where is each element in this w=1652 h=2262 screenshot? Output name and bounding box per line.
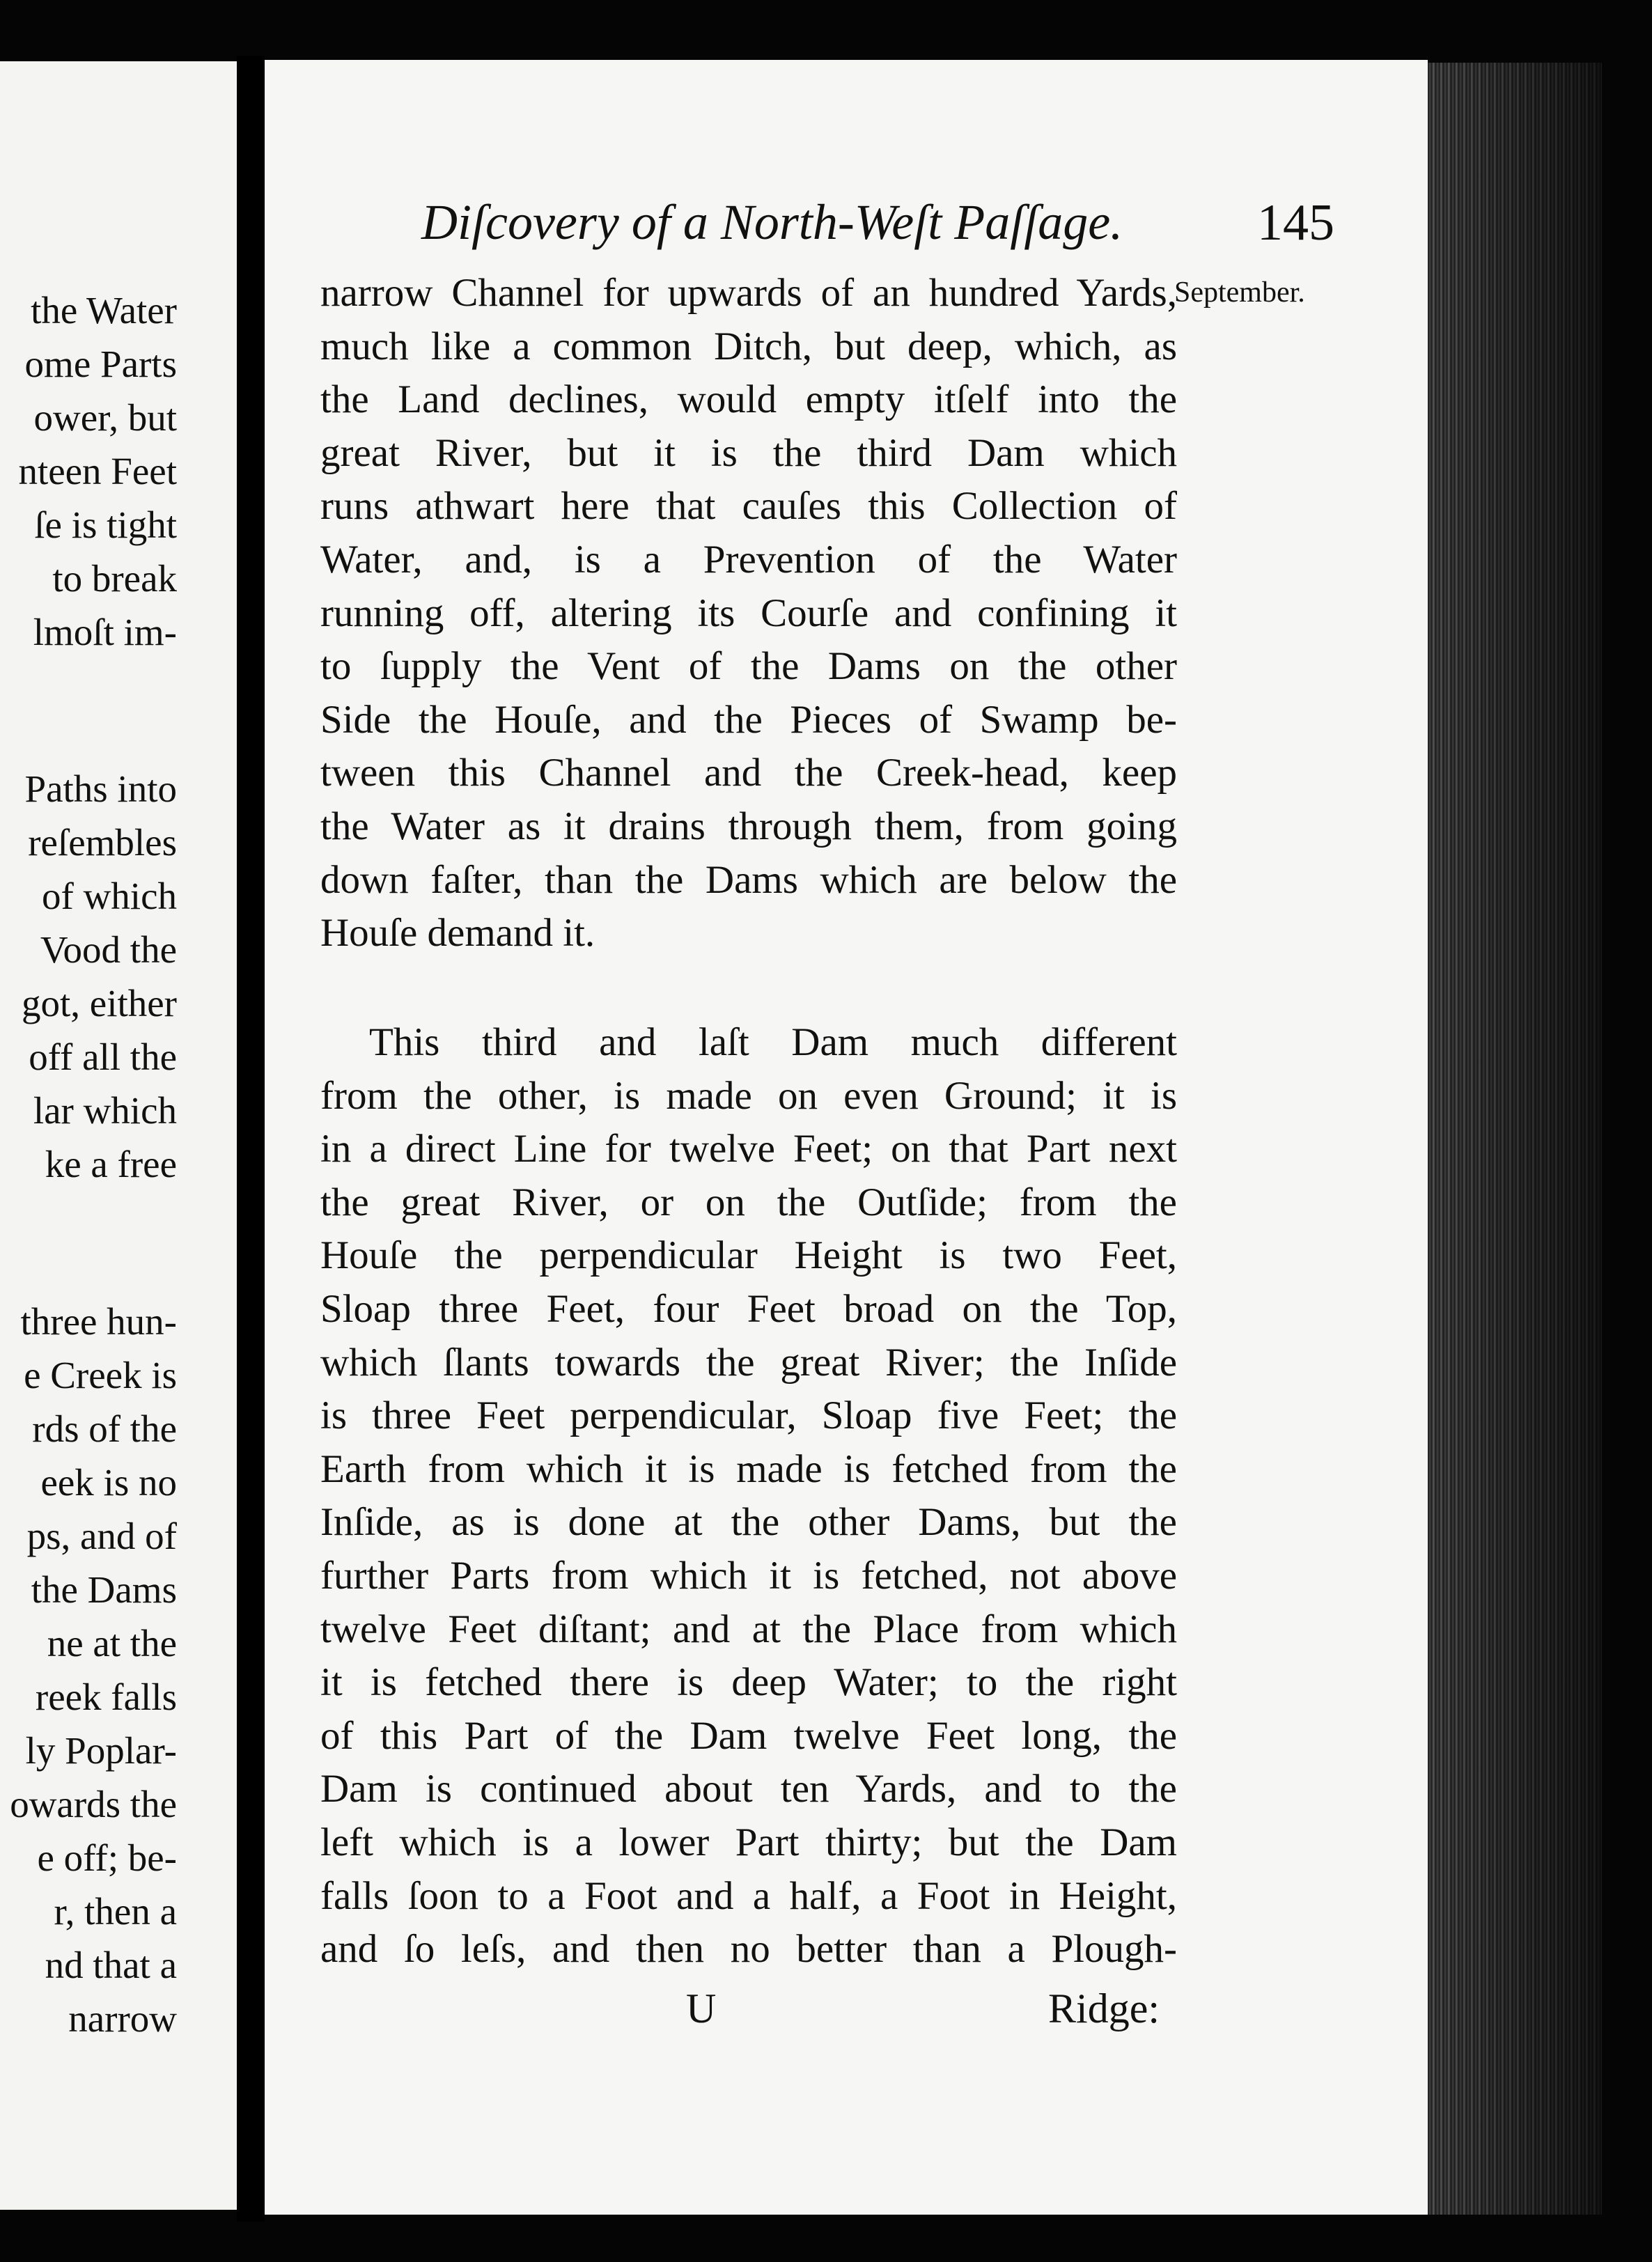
running-title: Diſcovery of a North-Weſt Paſſage. <box>421 194 1123 250</box>
text-line: twelve Feet diſtant; and at the Place from which <box>320 1607 1177 1651</box>
left-page-line: to break <box>52 557 177 600</box>
text-line: Dam is continued about ten Yards, and to the <box>320 1767 1177 1811</box>
left-page-line: lar which <box>33 1089 177 1132</box>
text-line: which ſlants towards the great River; the Inſide <box>320 1341 1177 1384</box>
text-line: further Parts from which it is fetched, not above <box>320 1554 1177 1598</box>
text-line: much like a common Ditch, but deep, which, as <box>320 325 1177 368</box>
catchword: Ridge: <box>1048 1986 1160 2031</box>
left-page-line: rds of the <box>32 1407 177 1450</box>
left-page-line: ſe is tight <box>34 504 177 546</box>
left-page-line: off all the <box>29 1036 177 1078</box>
text-line: the great River, or on the Outſide; from the <box>320 1180 1177 1224</box>
left-page-line: got, either <box>22 982 177 1024</box>
left-page-line: lmoſt im- <box>33 611 177 653</box>
text-line: Houſe demand it. <box>320 911 595 955</box>
text-line: Sloap three Feet, four Feet broad on the Top, <box>320 1287 1177 1331</box>
page-edge-block <box>1428 63 1602 2215</box>
text-line: down faſter, than the Dams which are below the <box>320 858 1177 902</box>
text-line: to ſupply the Vent of the Dams on the other <box>320 644 1177 688</box>
text-line: left which is a lower Part thirty; but the Dam <box>320 1820 1177 1864</box>
text-line: Houſe the perpendicular Height is two Feet, <box>320 1233 1177 1277</box>
text-line: it is fetched there is deep Water; to the right <box>320 1660 1177 1704</box>
text-line: of this Part of the Dam twelve Feet long, the <box>320 1714 1177 1758</box>
text-line: Water, and, is a Prevention of the Water <box>320 538 1177 582</box>
text-line: narrow Channel for upwards of an hundred Yards, <box>320 271 1177 315</box>
left-page-line: narrow <box>68 1997 177 2040</box>
left-page-line: ly Poplar- <box>25 1729 177 1772</box>
left-page-line: the Water <box>31 289 177 332</box>
left-page-line: nteen Feet <box>18 450 177 492</box>
book-gutter <box>237 56 265 2222</box>
left-page-line: of which <box>42 875 177 917</box>
left-page-fragment <box>0 61 237 2210</box>
text-line: Inſide, as is done at the other Dams, but the <box>320 1500 1177 1544</box>
text-line: tween this Channel and the Creek-head, keep <box>320 751 1177 795</box>
left-page-line: e Creek is <box>24 1354 177 1396</box>
text-line: in a direct Line for twelve Feet; on that Part next <box>320 1127 1177 1171</box>
text-line: falls ſoon to a Foot and a half, a Foot in Height, <box>320 1874 1177 1918</box>
text-line: runs athwart here that cauſes this Collection of <box>320 484 1177 528</box>
signature-mark: U <box>686 1986 717 2031</box>
left-page-line: Paths into <box>24 767 177 810</box>
left-page-line: eek is no <box>40 1461 177 1504</box>
text-line: This third and laſt Dam much different <box>369 1020 1177 1064</box>
left-page-line: reek falls <box>35 1676 177 1718</box>
margin-note: September. <box>1174 276 1305 309</box>
text-line: great River, but it is the third Dam which <box>320 431 1177 475</box>
left-page-line: nd that a <box>45 1944 177 1986</box>
left-page-line: ps, and of <box>26 1515 177 1557</box>
text-line: running off, altering its Courſe and confining it <box>320 591 1177 635</box>
text-line: Side the Houſe, and the Pieces of Swamp be- <box>320 698 1177 742</box>
left-page-line: ke a free <box>45 1143 177 1185</box>
left-page-line: three hun- <box>20 1300 177 1343</box>
left-page-line: Vood the <box>40 928 177 971</box>
text-line: the Land declines, would empty itſelf into the <box>320 377 1177 421</box>
left-page-line: ome Parts <box>24 343 177 385</box>
left-page-line: ower, but <box>33 396 177 439</box>
text-line: is three Feet perpendicular, Sloap five Feet; the <box>320 1394 1177 1437</box>
text-line: and ſo leſs, and then no better than a Plough- <box>320 1927 1177 1971</box>
page-number: 145 <box>1257 194 1334 251</box>
text-line: Earth from which it is made is fetched from the <box>320 1447 1177 1491</box>
left-page-line: the Dams <box>31 1568 177 1611</box>
text-line: the Water as it drains through them, from going <box>320 804 1177 848</box>
text-line: from the other, is made on even Ground; it is <box>320 1074 1177 1118</box>
left-page-line: owards the <box>10 1783 177 1825</box>
left-page-line: reſembles <box>28 821 177 864</box>
left-page-line: r, then a <box>54 1890 177 1933</box>
left-page-line: ne at the <box>47 1622 177 1664</box>
left-page-line: e off; be- <box>37 1836 177 1879</box>
